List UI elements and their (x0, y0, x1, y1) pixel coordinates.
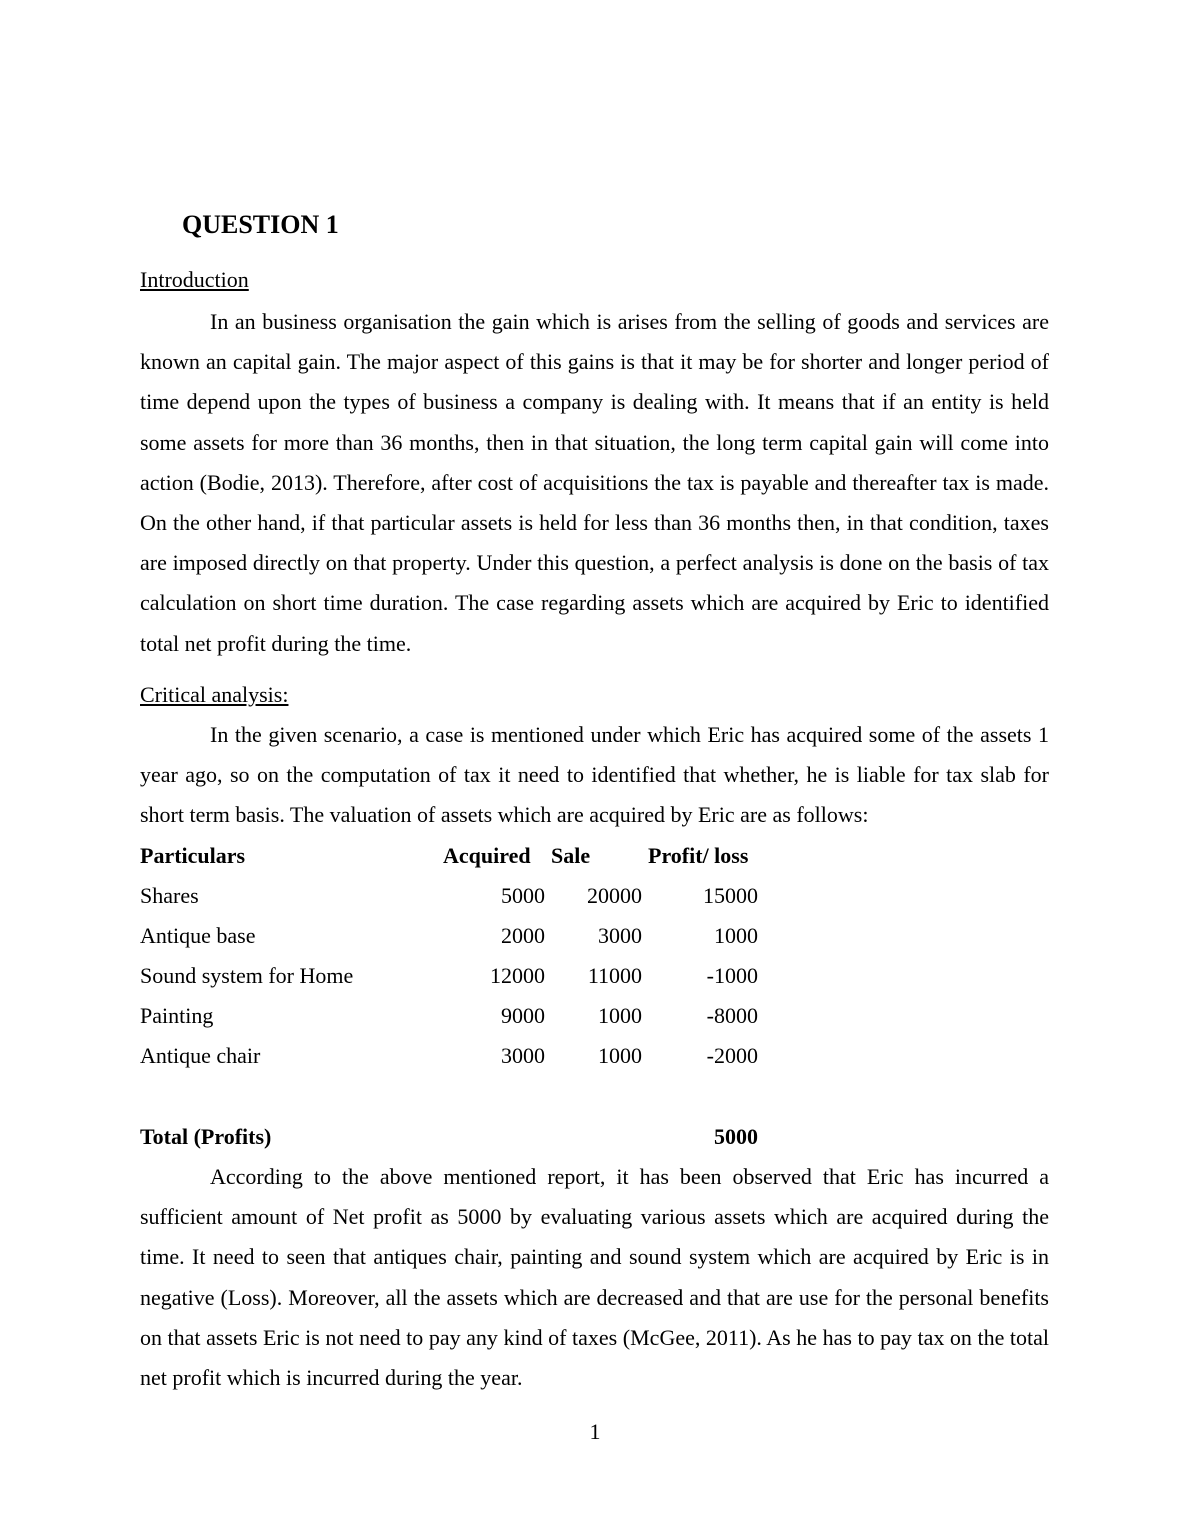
cell-profit-loss: -1000 (706, 963, 758, 988)
header-sale: Sale (551, 843, 591, 868)
header-profit-loss: Profit/ loss (648, 843, 749, 868)
critical-analysis-heading: Critical analysis: (140, 682, 289, 707)
critical-analysis-paragraph: In the given scenario, a case is mentioned under which Eric has acquired some of the assets 1 year ago, so on the computation of tax it need to identified that whether, he is liable for tax slab for short term basis. The valuation of assets which are acquired by Eric are as follows: (140, 722, 1049, 828)
table-row (140, 1041, 780, 1071)
table-header-row (140, 841, 780, 871)
cell-sale: 1000 (598, 1003, 642, 1028)
cell-acquired: 2000 (501, 923, 545, 948)
total-label: Total (Profits) (140, 1124, 272, 1149)
cell-profit-loss: 15000 (703, 883, 758, 908)
cell-particular: Antique chair (140, 1043, 261, 1068)
introduction-heading: Introduction (140, 267, 249, 292)
cell-particular: Painting (140, 1003, 214, 1028)
introduction-paragraph: In an business organisation the gain which is arises from the selling of goods and services are known an capital gain. The major aspect of this gains is that it may be for shorter and longer period of time depend upon the types of business a company is dealing with. It means that if an entity is held some assets for more than 36 months, then in that situation, the long term capital gain will come into action (Bodie, 2013). Therefore, after cost of acquisitions the tax is payable and thereafter tax is made. On the other hand, if that particular assets is held for less than 36 months then, in that condition, taxes are imposed directly on that property. Under this question, a perfect analysis is done on the basis of tax calculation on short time duration. The case regarding assets which are acquired by Eric to identified total net profit during the time. (140, 309, 1049, 656)
cell-acquired: 3000 (501, 1043, 545, 1068)
table-row (140, 1001, 780, 1031)
page-number: 1 (589, 1419, 601, 1444)
cell-profit-loss: -8000 (706, 1003, 758, 1028)
cell-acquired: 12000 (490, 963, 545, 988)
cell-particular: Shares (140, 883, 199, 908)
cell-sale: 3000 (598, 923, 642, 948)
cell-acquired: 9000 (501, 1003, 545, 1028)
cell-particular: Antique base (140, 923, 256, 948)
cell-acquired: 5000 (501, 883, 545, 908)
cell-particular: Sound system for Home (140, 963, 354, 988)
header-acquired: Acquired (443, 843, 531, 868)
cell-sale: 1000 (598, 1043, 642, 1068)
table-row (140, 921, 780, 951)
total-value: 5000 (714, 1124, 758, 1149)
cell-sale: 20000 (587, 883, 642, 908)
table-total-row (140, 1122, 780, 1152)
cell-sale: 11000 (587, 963, 642, 988)
page-title: QUESTION 1 (182, 210, 339, 239)
table-row (140, 881, 780, 911)
header-particulars: Particulars (140, 843, 246, 868)
cell-profit-loss: -2000 (706, 1043, 758, 1068)
cell-profit-loss: 1000 (714, 923, 758, 948)
table-row (140, 961, 780, 991)
conclusion-paragraph: According to the above mentioned report, it has been observed that Eric has incurred a sufficient amount of Net profit as 5000 by evaluating various assets which are acquired during the time. It need to seen that antiques chair, painting and sound system which are acquired by Eric is in negative (Loss). Moreover, all the assets which are decreased and that are use for the personal benefits on that assets Eric is not need to pay any kind of taxes (McGee, 2011). As he has to pay tax on the total net profit which is incurred during the year. (140, 1164, 1049, 1391)
